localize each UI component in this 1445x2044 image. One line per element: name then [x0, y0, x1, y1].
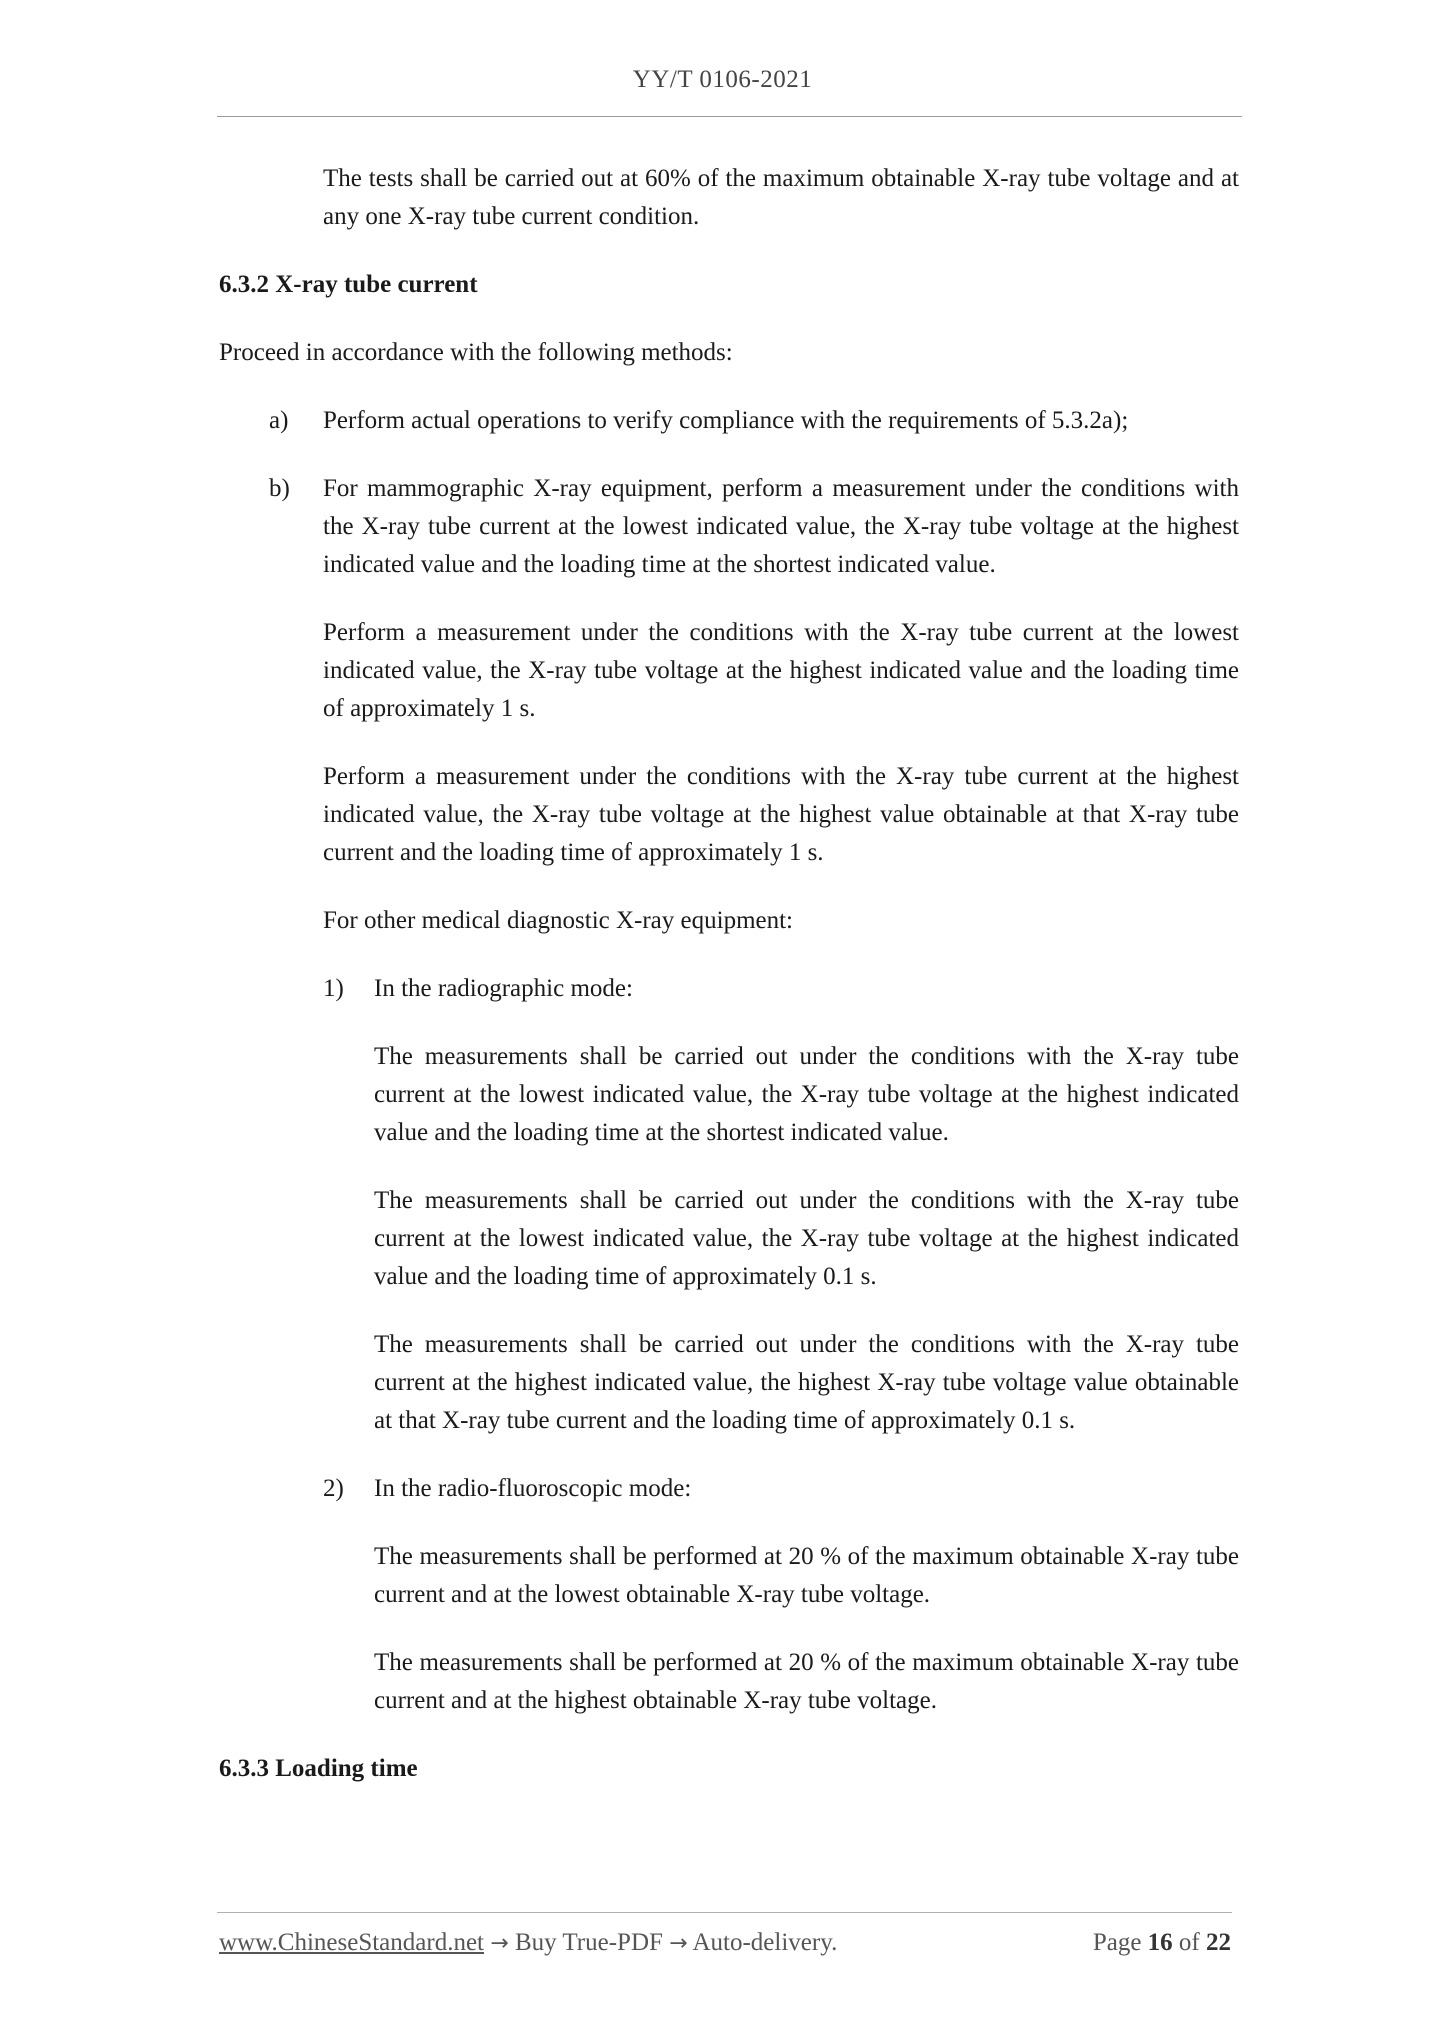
arrow-right-icon: →: [669, 1931, 688, 1956]
buy-text: Buy True-PDF: [514, 1929, 663, 1956]
list-marker-a: a): [269, 407, 289, 434]
list-item-b-text: For mammographic X-ray equipment, perform a measurement under the conditions with the X-ray tube current at the lowest indicated value, the X-ray tube voltage at the highest indicated value and the loading time at the shortest indicated value.: [323, 475, 1239, 578]
sub-marker-2: 2): [323, 1475, 344, 1502]
radiographic-paragraph-3: The measurements shall be carried out under the conditions with the X-ray tube current at the highest indicated value, the highest X-ray tube voltage value obtainable at that X-ray tube current and the loading time of approximately 0.1 s.: [374, 1331, 1239, 1434]
radiographic-paragraph-2: The measurements shall be carried out under the conditions with the X-ray tube current at the lowest indicated value, the X-ray tube voltage at the highest indicated value and the loading time of approximately 0.1 s.: [374, 1187, 1239, 1290]
list-item-a-text: Perform actual operations to verify compliance with the requirements of 5.3.2a);: [323, 407, 1129, 434]
sub-item-2: [323, 1470, 1239, 1508]
footer-left: [219, 1929, 837, 1957]
total-pages: 22: [1206, 1929, 1231, 1956]
section-6-3-2-heading: 6.3.2 X-ray tube current: [219, 271, 478, 298]
fluoroscopic-paragraph-1: The measurements shall be performed at 20 % of the maximum obtainable X-ray tube current and at the lowest obtainable X-ray tube voltage.: [374, 1543, 1239, 1608]
delivery-text: Auto-delivery.: [692, 1929, 838, 1956]
page-label: Page: [1092, 1929, 1142, 1956]
page-footer: [219, 1929, 1231, 1957]
sub-item-1: [323, 970, 1239, 1008]
arrow-right-icon: →: [490, 1931, 509, 1956]
list-item-a: [219, 402, 1239, 440]
item-b-paragraph-4: For other medical diagnostic X-ray equipment:: [323, 907, 794, 934]
item-b-paragraph-3: Perform a measurement under the conditions with the X-ray tube current at the highest indicated value, the X-ray tube voltage at the highest value obtainable at that X-ray tube current and the loading time of approximately 1 s.: [323, 763, 1239, 866]
item-b-paragraph-2: Perform a measurement under the conditions with the X-ray tube current at the lowest indicated value, the X-ray tube voltage at the highest indicated value and the loading time of approximately 1 s.: [323, 619, 1239, 722]
header-divider: [217, 116, 1242, 117]
sub-marker-1: 1): [323, 975, 344, 1002]
page-number: 16: [1147, 1929, 1173, 1956]
sub-item-1-title: In the radiographic mode:: [374, 975, 633, 1002]
page-indicator: [1093, 1929, 1231, 1957]
of-label: of: [1178, 1929, 1200, 1956]
footer-divider: [217, 1912, 1232, 1913]
fluoroscopic-paragraph-2: The measurements shall be performed at 20 % of the maximum obtainable X-ray tube current and at the highest obtainable X-ray tube voltage.: [374, 1649, 1239, 1714]
page-content: [219, 160, 1239, 1788]
site-link[interactable]: www.ChineseStandard.net: [219, 1929, 484, 1956]
page-header: YY/T 0106-2021: [632, 66, 813, 93]
section-6-3-2-lead: Proceed in accordance with the following methods:: [219, 339, 733, 366]
sub-item-2-title: In the radio-fluoroscopic mode:: [374, 1475, 692, 1502]
section-6-3-3-heading: 6.3.3 Loading time: [219, 1755, 418, 1782]
radiographic-paragraph-1: The measurements shall be carried out under the conditions with the X-ray tube current at the lowest indicated value, the X-ray tube voltage at the highest indicated value and the loading time at the shortest indicated value.: [374, 1043, 1239, 1146]
list-marker-b: b): [269, 475, 290, 502]
list-item-b: [219, 470, 1239, 584]
intro-paragraph: The tests shall be carried out at 60% of the maximum obtainable X-ray tube voltage and at any one X-ray tube current condition.: [323, 165, 1239, 230]
